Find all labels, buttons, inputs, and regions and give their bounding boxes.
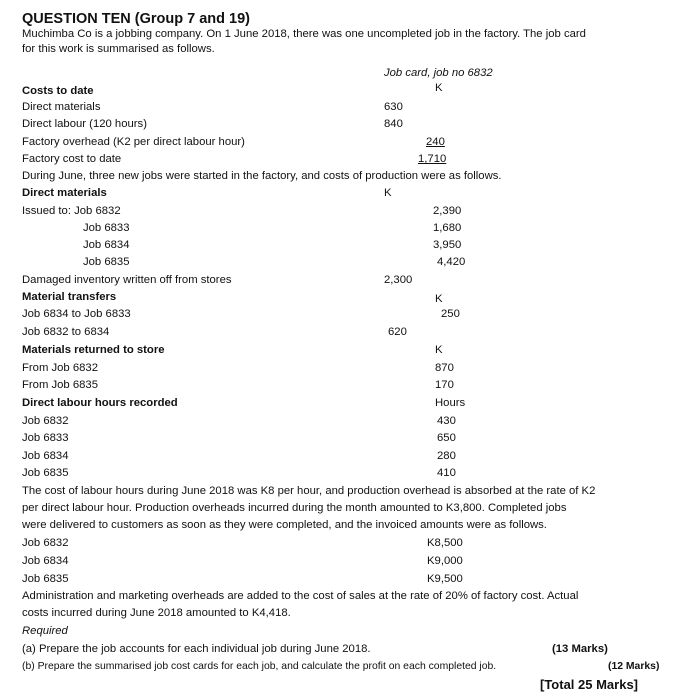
labour-job-hours: 430 — [437, 415, 456, 427]
returned-value: 170 — [435, 379, 454, 391]
material-issue-label: Job 6833 — [83, 222, 130, 234]
invoice-amount: K9,500 — [427, 573, 463, 585]
invoice-job-label: Job 6832 — [22, 537, 69, 549]
material-issue-label: Job 6835 — [83, 256, 130, 268]
job-card-row-value: 840 — [384, 118, 403, 130]
labour-job-hours: 280 — [437, 450, 456, 462]
job-card-row-label: Direct labour (120 hours) — [22, 118, 147, 130]
material-issue-label: Job 6834 — [83, 239, 130, 251]
requirement-a-text: (a) Prepare the job accounts for each individual job during June 2018. — [22, 643, 371, 655]
question-title: QUESTION TEN (Group 7 and 19) — [22, 11, 250, 27]
job-card-currency: K — [435, 82, 443, 94]
materials-returned-heading: Materials returned to store — [22, 344, 165, 356]
returned-value: 870 — [435, 362, 454, 374]
cost-paragraph-line: The cost of labour hours during June 2018 was K8 per hour, and production overhead is absorbed at the rate of K2 — [22, 485, 596, 497]
material-issue-value: 3,950 — [433, 239, 462, 251]
job-card-row-label: Direct materials — [22, 101, 101, 113]
admin-paragraph-line: Administration and marketing overheads are added to the cost of sales at the rate of 20% of factory cost. Actual — [22, 590, 579, 602]
labour-job-label: Job 6832 — [22, 415, 69, 427]
cost-paragraph-line: per direct labour hour. Production overheads incurred during the month amounted to K3,800. Completed jobs — [22, 502, 567, 514]
invoice-job-label: Job 6835 — [22, 573, 69, 585]
labour-job-label: Job 6835 — [22, 467, 69, 479]
transfer-value: 620 — [388, 326, 407, 338]
material-transfers-currency: K — [435, 293, 443, 305]
labour-job-label: Job 6833 — [22, 432, 69, 444]
transfer-label: Job 6834 to Job 6833 — [22, 308, 131, 320]
direct-materials-heading: Direct materials — [22, 187, 107, 199]
labour-job-hours: 410 — [437, 467, 456, 479]
invoice-amount: K9,000 — [427, 555, 463, 567]
job-card-row-label: Factory cost to date — [22, 153, 122, 165]
damaged-inventory-value: 2,300 — [384, 274, 413, 286]
requirement-a-marks: (13 Marks) — [552, 643, 608, 655]
material-issue-value: 2,390 — [433, 205, 462, 217]
intro-line-2: for this work is summarised as follows. — [22, 43, 215, 55]
cost-paragraph-line: were delivered to customers as soon as they were completed, and the invoiced amounts were as follows. — [22, 519, 547, 531]
intro-line-1: Muchimba Co is a jobbing company. On 1 June 2018, there was one uncompleted job in the factory. The job card — [22, 28, 586, 40]
costs-to-date-heading: Costs to date — [22, 85, 94, 97]
job-card-row-value: 240 — [426, 136, 445, 148]
direct-materials-currency: K — [384, 187, 392, 199]
labour-job-hours: 650 — [437, 432, 456, 444]
june-intro: During June, three new jobs were started in the factory, and costs of production were as follows. — [22, 170, 502, 182]
returned-label: From Job 6832 — [22, 362, 98, 374]
damaged-inventory-label: Damaged inventory written off from stores — [22, 274, 232, 286]
admin-paragraph-line: costs incurred during June 2018 amounted to K4,418. — [22, 607, 291, 619]
invoice-job-label: Job 6834 — [22, 555, 69, 567]
transfer-label: Job 6832 to 6834 — [22, 326, 110, 338]
labour-job-label: Job 6834 — [22, 450, 69, 462]
transfer-value: 250 — [441, 308, 460, 320]
material-transfers-heading: Material transfers — [22, 291, 117, 303]
material-issue-value: 1,680 — [433, 222, 462, 234]
required-heading: Required — [22, 625, 68, 637]
materials-returned-currency: K — [435, 344, 443, 356]
material-issue-value: 4,420 — [437, 256, 466, 268]
job-card-row-value: 630 — [384, 101, 403, 113]
factory-cost-total: 1,710 — [418, 153, 447, 165]
returned-label: From Job 6835 — [22, 379, 98, 391]
invoice-amount: K8,500 — [427, 537, 463, 549]
labour-hours-heading: Direct labour hours recorded — [22, 397, 178, 409]
labour-hours-unit: Hours — [435, 397, 466, 409]
total-marks: [Total 25 Marks] — [540, 677, 639, 692]
material-issue-label: Issued to: Job 6832 — [22, 205, 121, 217]
job-card-heading: Job card, job no 6832 — [384, 67, 493, 79]
requirement-b-text: (b) Prepare the summarised job cost cards for each job, and calculate the profit on each completed job. — [22, 661, 497, 672]
job-card-row-label: Factory overhead (K2 per direct labour hour) — [22, 136, 245, 148]
requirement-b-marks: (12 Marks) — [608, 661, 660, 672]
